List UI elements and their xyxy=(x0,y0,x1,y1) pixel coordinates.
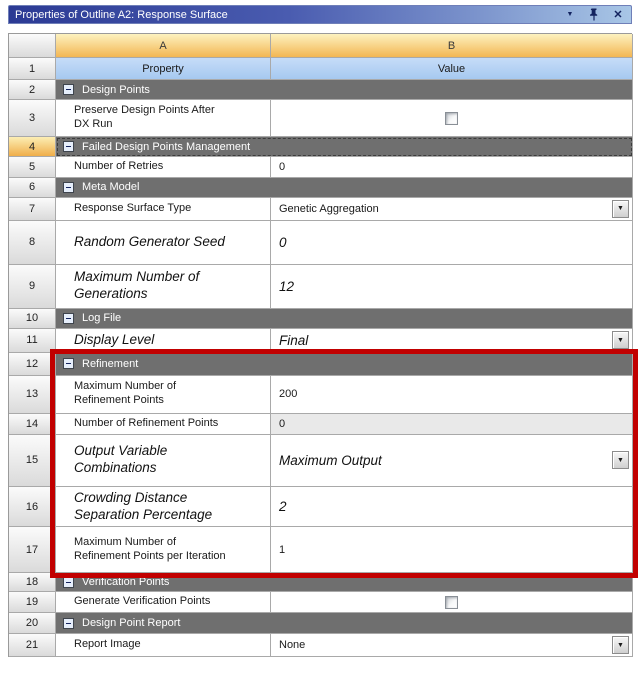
row-number-cell[interactable]: 18 xyxy=(9,573,56,592)
section-header[interactable] xyxy=(56,178,633,198)
property-cell[interactable] xyxy=(56,527,271,573)
property-label: Maximum Number of Refinement Points xyxy=(74,380,177,407)
property-cell[interactable] xyxy=(56,265,271,309)
property-label: Report Image xyxy=(74,638,141,651)
row-number-cell[interactable]: 2 xyxy=(9,80,56,100)
value-text: None xyxy=(279,639,306,652)
table-row xyxy=(9,414,632,435)
pin-icon[interactable] xyxy=(587,8,601,22)
column-header-row xyxy=(9,34,632,58)
properties-table xyxy=(8,33,632,657)
table-row xyxy=(9,487,632,528)
subheader-value[interactable]: Value xyxy=(271,58,633,80)
row-number-cell[interactable]: 16 xyxy=(9,487,56,528)
close-icon[interactable]: ✕ xyxy=(613,9,623,21)
property-label: Output Variable Combinations xyxy=(74,443,168,476)
property-cell[interactable] xyxy=(56,435,271,487)
section-header[interactable] xyxy=(56,137,633,157)
panel-titlebar[interactable] xyxy=(8,5,632,24)
value-text: 0 xyxy=(279,417,286,430)
property-label: Display Level xyxy=(74,331,155,347)
table-row xyxy=(9,137,632,157)
value-cell[interactable] xyxy=(271,435,633,487)
section-label: Design Points xyxy=(82,83,150,96)
value-text: 200 xyxy=(279,388,298,401)
row-number-cell[interactable]: 7 xyxy=(9,198,56,221)
table-row xyxy=(9,613,632,634)
property-label: Maximum Number of Refinement Points per Iteration xyxy=(74,536,226,562)
checkbox[interactable] xyxy=(445,596,458,609)
section-header[interactable] xyxy=(56,573,633,592)
property-cell[interactable] xyxy=(56,376,271,414)
table-row xyxy=(9,100,632,137)
subheader-property[interactable]: Property xyxy=(56,58,271,80)
chevron-down-icon: ▼ xyxy=(617,205,624,213)
table-row xyxy=(9,527,632,573)
row-number-cell[interactable]: 4 xyxy=(9,137,56,157)
dropdown-button[interactable] xyxy=(612,636,629,654)
dropdown-button[interactable] xyxy=(612,451,629,469)
row-number-cell[interactable]: 12 xyxy=(9,353,56,376)
collapse-icon[interactable] xyxy=(63,313,74,324)
property-cell[interactable] xyxy=(56,414,271,435)
value-cell[interactable] xyxy=(271,265,633,309)
value-text: 12 xyxy=(279,278,295,294)
section-header[interactable] xyxy=(56,80,633,100)
property-label: Crowding Distance Separation Percentage xyxy=(74,489,213,522)
table-row xyxy=(9,309,632,329)
row-number-cell[interactable]: 1 xyxy=(9,58,56,80)
section-label: Design Point Report xyxy=(82,617,181,630)
value-cell[interactable] xyxy=(271,527,633,573)
table-row xyxy=(9,198,632,221)
row-number-cell[interactable]: 19 xyxy=(9,592,56,613)
table-row xyxy=(9,573,632,592)
table-body xyxy=(9,58,632,657)
table-row xyxy=(9,80,632,100)
property-label: Preserve Design Points After DX Run xyxy=(74,104,215,130)
value-cell[interactable] xyxy=(271,329,633,353)
section-label: Log File xyxy=(82,312,122,325)
row-number-cell[interactable]: 11 xyxy=(9,329,56,353)
property-cell[interactable] xyxy=(56,221,271,265)
collapse-icon[interactable] xyxy=(63,577,74,588)
table-row xyxy=(9,376,632,414)
collapse-icon[interactable] xyxy=(63,141,74,152)
value-text: 2 xyxy=(279,499,287,514)
property-cell[interactable] xyxy=(56,157,271,178)
collapse-icon[interactable] xyxy=(63,618,74,629)
section-label: Refinement xyxy=(82,357,139,370)
property-cell[interactable] xyxy=(56,634,271,657)
row-number-cell[interactable]: 6 xyxy=(9,178,56,198)
value-cell[interactable] xyxy=(271,157,633,178)
table-row xyxy=(9,221,632,265)
checkbox[interactable] xyxy=(445,112,458,125)
chevron-down-icon: ▼ xyxy=(617,336,624,344)
row-number-cell[interactable]: 13 xyxy=(9,376,56,414)
table-row xyxy=(9,178,632,198)
row-number-cell[interactable]: 14 xyxy=(9,414,56,435)
value-cell[interactable] xyxy=(271,487,633,528)
collapse-icon[interactable] xyxy=(63,182,74,193)
column-header-b[interactable]: B xyxy=(271,34,633,58)
table-row xyxy=(9,58,632,80)
section-header[interactable] xyxy=(56,309,633,329)
value-cell[interactable] xyxy=(271,634,633,657)
property-label: Generate Verification Points xyxy=(74,595,211,608)
value-text: 1 xyxy=(279,543,286,556)
row-number-cell[interactable]: 5 xyxy=(9,157,56,178)
collapse-icon[interactable] xyxy=(63,358,74,369)
value-cell[interactable] xyxy=(271,414,633,435)
row-number-cell[interactable]: 10 xyxy=(9,309,56,329)
value-cell[interactable] xyxy=(271,376,633,414)
chevron-glyph: ▼ xyxy=(566,11,574,18)
value-text: Maximum Output xyxy=(279,452,382,468)
row-number-cell[interactable]: 21 xyxy=(9,634,56,657)
table-row xyxy=(9,592,632,613)
section-label: Failed Design Points Management xyxy=(82,140,251,153)
dropdown-button[interactable] xyxy=(612,200,629,218)
section-header[interactable] xyxy=(56,353,633,376)
corner-cell[interactable] xyxy=(9,34,56,58)
row-number-cell[interactable]: 15 xyxy=(9,435,56,487)
property-cell[interactable] xyxy=(56,198,271,221)
value-cell[interactable] xyxy=(271,221,633,265)
property-label: Number of Refinement Points xyxy=(74,416,219,429)
properties-panel xyxy=(8,5,632,657)
table-row xyxy=(9,329,632,353)
value-cell[interactable] xyxy=(271,592,633,613)
property-cell[interactable] xyxy=(56,329,271,353)
value-text: Final xyxy=(279,332,309,348)
titlebar-controls xyxy=(563,8,625,22)
value-cell[interactable] xyxy=(271,198,633,221)
table-row xyxy=(9,435,632,487)
column-header-a[interactable]: A xyxy=(56,34,271,58)
table-row xyxy=(9,634,632,657)
row-number-cell[interactable]: 20 xyxy=(9,613,56,634)
table-row xyxy=(9,157,632,178)
panel-title: Properties of Outline A2: Response Surface xyxy=(15,8,228,21)
collapse-icon[interactable] xyxy=(63,84,74,95)
property-label: Random Generator Seed xyxy=(74,233,225,249)
row-number-cell[interactable]: 9 xyxy=(9,265,56,309)
pin-glyph xyxy=(589,8,599,21)
property-label: Maximum Number of Generations xyxy=(74,269,200,302)
section-label: Verification Points xyxy=(82,576,170,589)
chevron-down-icon: ▼ xyxy=(617,641,624,649)
value-text: Genetic Aggregation xyxy=(279,202,379,215)
property-label: Number of Retries xyxy=(74,160,164,172)
value-cell[interactable] xyxy=(271,100,633,137)
chevron-down-icon: ▼ xyxy=(617,456,624,464)
section-label: Meta Model xyxy=(82,181,140,194)
section-header[interactable] xyxy=(56,613,633,634)
value-text: 0 xyxy=(279,160,286,173)
row-number-cell[interactable]: 8 xyxy=(9,221,56,265)
property-label: Response Surface Type xyxy=(74,201,192,214)
property-cell[interactable] xyxy=(56,487,271,528)
property-cell[interactable] xyxy=(56,592,271,613)
value-text: 0 xyxy=(279,234,287,250)
dropdown-button[interactable] xyxy=(612,331,629,349)
property-cell[interactable] xyxy=(56,100,271,137)
table-row xyxy=(9,265,632,309)
row-number-cell[interactable]: 3 xyxy=(9,100,56,137)
chevron-down-icon[interactable] xyxy=(563,8,577,22)
row-number-cell[interactable]: 17 xyxy=(9,527,56,573)
table-row xyxy=(9,353,632,376)
